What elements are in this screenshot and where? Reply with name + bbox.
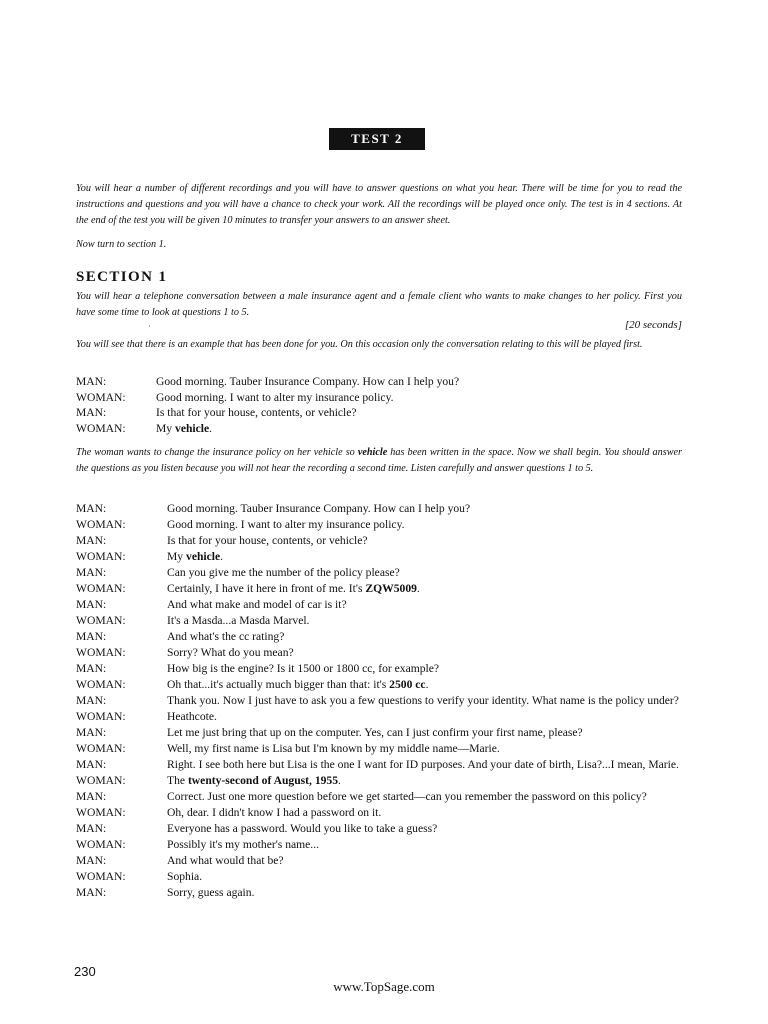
dialogue-line — [76, 533, 682, 549]
dialogue-line — [76, 549, 682, 565]
speech-plain: Well, my first name is Lisa but I'm known by my middle name—Marie. — [167, 742, 500, 755]
speech-text — [167, 549, 682, 565]
speech-text — [167, 789, 682, 805]
begin-note — [76, 445, 682, 477]
speech-plain: Is that for your house, contents, or vehicle? — [156, 406, 357, 419]
speaker-label: MAN: — [76, 566, 107, 579]
speech-plain: Certainly, I have it here in front of me. It's — [167, 582, 366, 595]
begin-note-before: The woman wants to change the insurance policy on her vehicle so — [76, 447, 358, 458]
speaker-label: WOMAN: — [76, 614, 126, 627]
speech-plain: Everyone has a password. Would you like to take a guess? — [167, 822, 438, 835]
dialogue-line — [76, 821, 682, 837]
dialogue-line — [76, 709, 682, 725]
dialogue-line — [76, 725, 682, 741]
dialogue-line — [76, 421, 682, 437]
speech-plain: Is that for your house, contents, or vehicle? — [167, 534, 368, 547]
begin-note-bold: vehicle — [357, 447, 388, 458]
speech-plain: How big is the engine? Is it 1500 or 1800 cc, for example? — [167, 662, 440, 675]
dialogue-line — [76, 597, 682, 613]
example-dialogue — [76, 374, 682, 436]
dialogue-line — [76, 565, 682, 581]
speech-after: . — [209, 421, 213, 435]
speech-text — [167, 805, 682, 821]
speech-text — [167, 693, 682, 709]
speech-answer: vehicle — [175, 421, 210, 435]
speech-text — [167, 757, 682, 773]
speech-text — [156, 421, 682, 437]
dialogue-line — [76, 885, 682, 901]
speech-text — [156, 374, 682, 390]
speaker-label: MAN: — [76, 886, 107, 899]
speech-after: . — [338, 774, 341, 787]
speech-plain: Thank you. Now I just have to ask you a few questions to verify your identity. What name is the policy under? — [167, 694, 679, 707]
speech-plain: Sorry? What do you mean? — [167, 646, 294, 659]
dialogue-line — [76, 661, 682, 677]
speech-after: . — [220, 550, 224, 563]
speech-text — [167, 837, 682, 853]
speaker-label: WOMAN: — [76, 646, 126, 659]
speech-plain: Sorry, guess again. — [167, 886, 255, 899]
speech-text — [167, 645, 682, 661]
speech-plain: Can you give me the number of the policy please? — [167, 566, 400, 579]
dialogue-line — [76, 581, 682, 597]
speaker-label: WOMAN: — [76, 582, 126, 595]
speech-text — [167, 501, 682, 517]
time-note: [20 seconds] — [624, 319, 682, 331]
speech-after: . — [416, 582, 420, 595]
speaker-label: WOMAN: — [76, 742, 126, 755]
speech-text — [156, 405, 682, 421]
speech-text — [167, 629, 682, 645]
dialogue-line — [76, 805, 682, 821]
speech-answer: vehicle — [186, 550, 221, 563]
speech-plain: Good morning. I want to alter my insurance policy. — [156, 390, 394, 404]
speech-answer: 2500 cc — [389, 678, 426, 691]
speech-answer: twenty-second of August, 1955 — [187, 774, 339, 787]
speech-plain: Let me just bring that up on the computer. Yes, can I just confirm your first name, please? — [167, 726, 583, 739]
intro-instructions: You will hear a number of different recordings and you will have to answer questions on what you hear. There will be time for you to read the instructions and questions and you will have a chance to check your work. All the recordings will be played once only. The test is in 4 sections. At the end of the test you will be given 10 minutes to transfer your answers to an answer sheet. — [76, 183, 682, 226]
speech-text — [167, 853, 682, 869]
dialogue-line — [76, 853, 682, 869]
speaker-label: MAN: — [76, 375, 107, 388]
speaker-label: MAN: — [76, 406, 107, 419]
speech-text — [167, 885, 682, 901]
begin-note-after: has been written in the space. Now we shall begin. You should answer the questions as you listen because you will not hear the recording a second time. Listen carefully and answer questions 1 to 5. — [76, 447, 682, 474]
speaker-label: MAN: — [76, 502, 107, 515]
speech-plain: It's a Masda...a Masda Marvel. — [167, 614, 310, 627]
speaker-label: MAN: — [76, 534, 107, 547]
speech-plain: Possibly it's my mother's name... — [167, 838, 319, 851]
speech-text — [167, 773, 682, 789]
main-dialogue — [76, 501, 682, 901]
dialogue-line — [76, 837, 682, 853]
dialogue-line — [76, 757, 682, 773]
speech-text — [167, 581, 682, 597]
example-note: You will see that there is an example that has been done for you. On this occasion only the conversation relating to this will be played first. — [76, 339, 643, 350]
speech-text — [167, 565, 682, 581]
dialogue-line — [76, 677, 682, 693]
speaker-label: WOMAN: — [76, 710, 126, 723]
speaker-label: WOMAN: — [76, 774, 126, 787]
speech-plain: Oh that...it's actually much bigger than that: it's — [167, 678, 390, 691]
speech-text — [167, 661, 682, 677]
dialogue-line — [76, 869, 682, 885]
dialogue-line — [76, 517, 682, 533]
speaker-label: WOMAN: — [76, 550, 126, 563]
speaker-label: WOMAN: — [76, 806, 126, 819]
speaker-label: WOMAN: — [76, 421, 126, 435]
dialogue-line — [76, 789, 682, 805]
speech-after: . — [425, 678, 429, 691]
dialogue-line — [76, 741, 682, 757]
speech-plain: Sophia. — [167, 870, 203, 883]
speech-plain: My — [156, 421, 176, 435]
speech-plain: Right. I see both here but Lisa is the one I want for ID purposes. And your date of birth, Lisa?...I mean, Marie. — [167, 758, 679, 771]
speech-answer: ZQW5009 — [365, 582, 417, 595]
speaker-label: MAN: — [76, 726, 107, 739]
speech-plain: Good morning. I want to alter my insurance policy. — [167, 518, 405, 531]
speech-text — [167, 741, 682, 757]
speech-text — [167, 517, 682, 533]
speech-text — [167, 709, 682, 725]
speech-plain: Heathcote. — [167, 710, 217, 723]
speech-text — [167, 597, 682, 613]
speaker-label: MAN: — [76, 854, 107, 867]
speech-text — [167, 613, 682, 629]
speech-text — [167, 533, 682, 549]
dialogue-line — [76, 629, 682, 645]
dialogue-line — [76, 405, 682, 421]
speech-text — [156, 390, 682, 406]
dialogue-line — [76, 374, 682, 390]
speaker-label: WOMAN: — [76, 870, 126, 883]
speech-text — [167, 725, 682, 741]
dialogue-line — [76, 390, 682, 406]
speaker-label: WOMAN: — [76, 678, 126, 691]
speaker-label: MAN: — [76, 694, 107, 707]
speech-plain: Oh, dear. I didn't know I had a password on it. — [167, 806, 382, 819]
speech-plain: And what's the cc rating? — [167, 630, 285, 643]
speaker-label: MAN: — [76, 630, 107, 643]
speech-plain: Correct. Just one more question before we get started—can you remember the password on this policy? — [167, 790, 647, 803]
speech-text — [167, 821, 682, 837]
speech-plain: Good morning. Tauber Insurance Company. How can I help you? — [156, 375, 460, 388]
section-heading: SECTION 1 — [76, 269, 168, 285]
speech-plain: My — [167, 550, 187, 563]
speaker-label: MAN: — [76, 662, 107, 675]
speech-text — [167, 869, 682, 885]
speech-plain: The — [167, 774, 188, 787]
dialogue-line — [76, 613, 682, 629]
speech-plain: And what would that be? — [167, 854, 284, 867]
dialogue-line — [76, 501, 682, 517]
site-footer: www.TopSage.com — [333, 979, 435, 994]
test-title: TEST 2 — [329, 128, 425, 150]
speech-plain: Good morning. Tauber Insurance Company. How can I help you? — [167, 502, 471, 515]
speech-plain: And what make and model of car is it? — [167, 598, 347, 611]
speaker-label: WOMAN: — [76, 838, 126, 851]
speaker-label: MAN: — [76, 598, 107, 611]
speaker-label: MAN: — [76, 822, 107, 835]
speaker-label: MAN: — [76, 790, 107, 803]
speech-text — [167, 677, 682, 693]
speaker-label: WOMAN: — [76, 390, 126, 404]
speaker-label: MAN: — [76, 758, 107, 771]
page-number: 230 — [74, 964, 96, 979]
dialogue-line — [76, 693, 682, 709]
stray-mark: · — [148, 322, 151, 331]
section-description: You will hear a telephone conversation between a male insurance agent and a female client who wants to make changes to her policy. First you have some time to look at questions 1 to 5. — [76, 291, 682, 318]
turn-to-section: Now turn to section 1. — [76, 239, 167, 250]
dialogue-line — [76, 773, 682, 789]
dialogue-line — [76, 645, 682, 661]
speaker-label: WOMAN: — [76, 518, 126, 531]
